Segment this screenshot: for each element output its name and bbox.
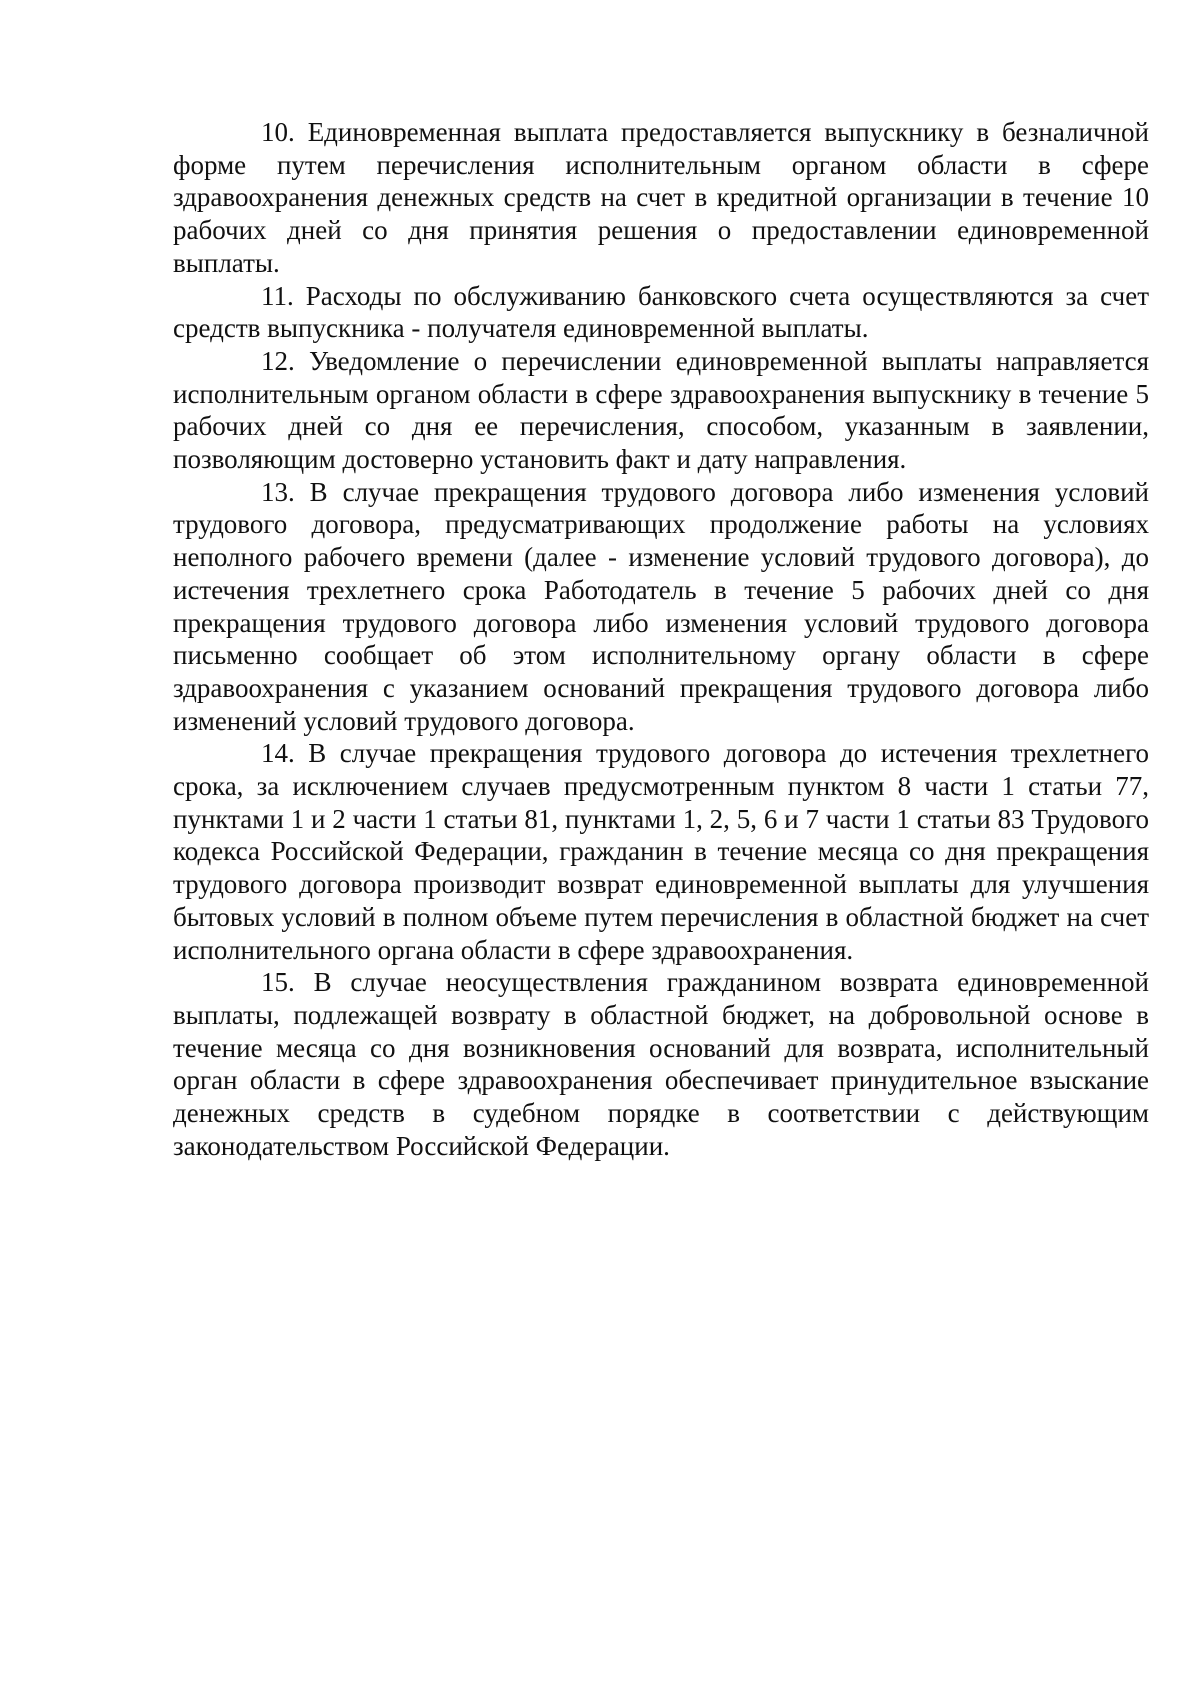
paragraph-11: 11. Расходы по обслуживанию банковского счета осуществляются за счет средств выпускника - получателя единовременной выплаты. [173,280,1149,344]
paragraph-15: 15. В случае неосуществления гражданином возврата единовременной выплаты, подлежащей возврату в областной бюджет, на добровольной основе в течение месяца со дня возникновения оснований для возврата, исполнительный орган области в сфере здравоохранения обеспечивает принудительное взыскание денежных средств в судебном порядке в соответствии с действующим законодательством Российской Федерации. [173,967,1149,1161]
paragraph-14: 14. В случае прекращения трудового договора до истечения трехлетнего срока, за исключением случаев предусмотренным пунктом 8 части 1 статьи 77, пунктами 1 и 2 части 1 статьи 81, пунктами 1, 2, 5, 6 и 7 части 1 статьи 83 Трудового кодекса Российской Федерации, гражданин в течение месяца со дня прекращения трудового договора производит возврат единовременной выплаты для улучшения бытовых условий в полном объеме путем перечисления в областной бюджет на счет исполнительного органа области в сфере здравоохранения. [173,738,1149,965]
paragraph-12: 12. Уведомление о перечислении единовременной выплаты направляется исполнительным органом области в сфере здравоохранения выпускнику в течение 5 рабочих дней со дня ее перечисления, способом, указанным в заявлении, позволяющим достоверно установить факт и дату направления. [173,345,1149,475]
document-page [173,116,1149,1163]
paragraph-13: 13. В случае прекращения трудового договора либо изменения условий трудового договора, предусматривающих продолжение работы на условиях неполного рабочего времени (далее - изменение условий трудового договора), до истечения трехлетнего срока Работодатель в течение 5 рабочих дней со дня прекращения трудового договора либо изменения условий трудового договора письменно сообщает об этом исполнительному органу области в сфере здравоохранения с указанием оснований прекращения трудового договора либо изменений условий трудового договора. [173,476,1149,736]
paragraph-10: 10. Единовременная выплата предоставляется выпускнику в безналичной форме путем перечисления исполнительным органом области в сфере здравоохранения денежных средств на счет в кредитной организации в течение 10 рабочих дней со дня принятия решения о предоставлении единовременной выплаты. [173,117,1149,278]
